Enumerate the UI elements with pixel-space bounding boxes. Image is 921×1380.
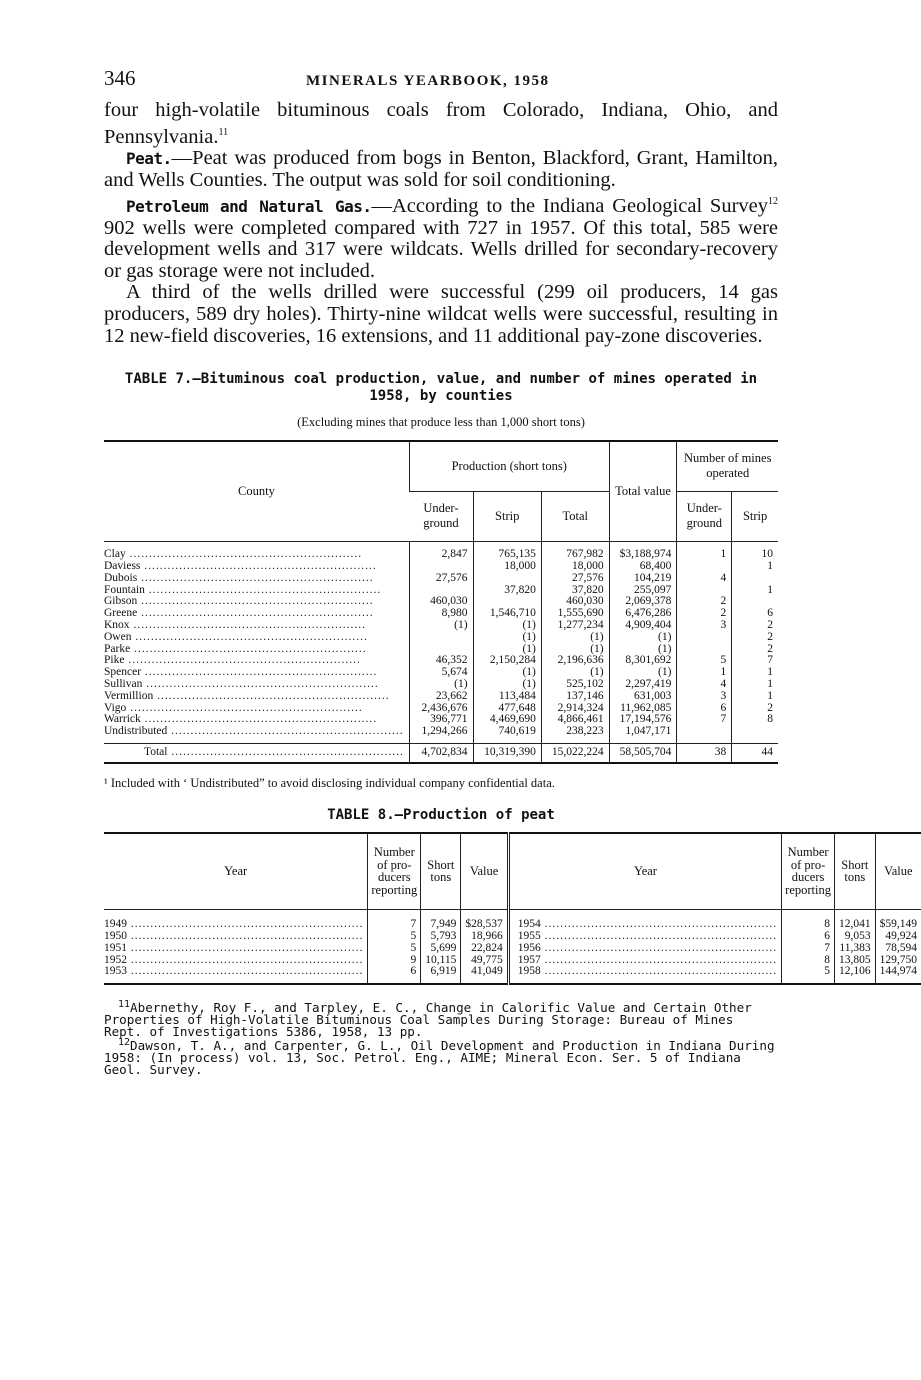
table-cell: 5: [677, 655, 732, 667]
table7-body: [104, 541, 778, 744]
table-cell: (1): [473, 644, 541, 656]
table-cell: 2: [732, 644, 778, 656]
table-cell: 2: [677, 608, 732, 620]
year-cell: 1953 .....: [104, 966, 368, 978]
county-name: Greene .....: [104, 608, 409, 620]
table-cell: [732, 726, 778, 738]
year-cell: 1957 .....: [508, 955, 781, 967]
table8-caption: TABLE 8.—Production of peat: [327, 807, 555, 824]
table-cell: 18,000: [541, 561, 609, 573]
table-cell: 137,146: [541, 691, 609, 703]
col-value: Value: [875, 833, 921, 909]
table-cell: 4,909,404: [609, 620, 677, 632]
table-cell: 1,277,234: [541, 620, 609, 632]
page: [104, 66, 917, 1077]
table-cell: 765,135: [473, 549, 541, 561]
page-header: [104, 66, 778, 100]
table-cell: [677, 632, 732, 644]
col-underground: Under-ground: [409, 491, 473, 541]
table-cell: 2,436,676: [409, 703, 473, 715]
table-row-total: Total ..... 4,702,834 10,319,390 15,022,224 58,505,704 38 44: [104, 744, 778, 763]
county-name: Fountain .....: [104, 585, 409, 597]
col-mines: Number of mines operated: [677, 441, 778, 491]
table-cell: 238,223: [541, 726, 609, 738]
table-cell: 1,555,690: [541, 608, 609, 620]
year-cell: 1958 .....: [508, 966, 781, 978]
body-text: [104, 100, 778, 347]
table-cell: 1,047,171: [609, 726, 677, 738]
table7-caption: TABLE 7.—Bituminous coal production, value, and number of mines operated in 1958, by counties: [124, 371, 758, 405]
col-producers: Number of pro-ducers reporting: [782, 833, 835, 909]
table-cell: 2: [732, 703, 778, 715]
table-row: [104, 966, 921, 978]
table-cell: [473, 573, 541, 585]
county-name: Vermillion .....: [104, 691, 409, 703]
table-cell: [732, 573, 778, 585]
table-cell: 6: [732, 608, 778, 620]
table-cell: 525,102: [541, 679, 609, 691]
paragraph: four high-volatile bituminous coals from Colorado, Indiana, Ohio, and Pennsylvania.$^{11}$: [104, 99, 778, 148]
year-cell: 1950 .....: [104, 931, 368, 943]
year-cell: 1955 .....: [508, 931, 781, 943]
table-cell: (1): [541, 667, 609, 679]
table-cell: 9,053: [834, 931, 875, 943]
table-cell: 104,219: [609, 573, 677, 585]
table-cell: 6: [782, 931, 835, 943]
table-cell: 7: [368, 919, 421, 931]
county-name: Vigo .....: [104, 703, 409, 715]
table7: [104, 440, 778, 764]
table-cell: [409, 561, 473, 573]
table-cell: 767,982: [541, 549, 609, 561]
table-cell: (1): [609, 667, 677, 679]
table-cell: 4,469,690: [473, 714, 541, 726]
county-name: Dubois .....: [104, 573, 409, 585]
table-cell: 5: [782, 966, 835, 978]
table-cell: 41,049: [461, 966, 508, 978]
table-cell: 5,699: [421, 943, 461, 955]
table-cell: 49,775: [461, 955, 508, 967]
table-cell: 13,805: [834, 955, 875, 967]
table-row: [104, 726, 778, 738]
table-cell: 17,194,576: [609, 714, 677, 726]
table-cell: 7: [732, 655, 778, 667]
table-cell: 9: [368, 955, 421, 967]
table-cell: 8: [782, 919, 835, 931]
table-cell: 4,866,461: [541, 714, 609, 726]
table-cell: 3: [677, 620, 732, 632]
table-cell: 2,150,284: [473, 655, 541, 667]
year-cell: 1949 .....: [104, 919, 368, 931]
paragraph: Peat.—Peat was produced from bogs in Benton, Blackford, Grant, Hamilton, and Wells Counties. The output was sold for soil conditioning.: [104, 147, 778, 191]
table-cell: 11,383: [834, 943, 875, 955]
table-cell: 396,771: [409, 714, 473, 726]
col-mines-strip: Strip: [732, 491, 778, 541]
col-total-value: Total value: [609, 441, 677, 541]
table-cell: 49,924: [875, 931, 921, 943]
table-cell: 477,648: [473, 703, 541, 715]
table-cell: 68,400: [609, 561, 677, 573]
table-cell: 5,793: [421, 931, 461, 943]
table-cell: 6: [368, 966, 421, 978]
table-cell: $59,149: [875, 919, 921, 931]
year-cell: 1956 .....: [508, 943, 781, 955]
county-name: Clay .....: [104, 549, 409, 561]
table-cell: [677, 726, 732, 738]
table-cell: 37,820: [473, 585, 541, 597]
page-number: 346: [104, 66, 136, 90]
table-cell: (1): [473, 620, 541, 632]
year-cell: 1952 .....: [104, 955, 368, 967]
table-cell: 23,662: [409, 691, 473, 703]
footnotes: [104, 999, 778, 1075]
table-cell: 27,576: [541, 573, 609, 585]
table-cell: [677, 561, 732, 573]
table7-subtitle: (Excluding mines that produce less than 1,000 short tons): [297, 415, 585, 430]
table-cell: (1): [409, 620, 473, 632]
table-cell: 27,576: [409, 573, 473, 585]
table-cell: 460,030: [409, 596, 473, 608]
table-cell: 3: [677, 691, 732, 703]
table-cell: 7: [782, 943, 835, 955]
table-cell: 6: [677, 703, 732, 715]
table-cell: (1): [609, 632, 677, 644]
table8-body: [104, 909, 921, 984]
table-cell: 2: [732, 620, 778, 632]
county-name: Daviess .....: [104, 561, 409, 573]
table-cell: 1: [732, 667, 778, 679]
col-total: Total: [541, 491, 609, 541]
table-cell: 2: [677, 596, 732, 608]
table-cell: 8: [732, 714, 778, 726]
col-production: Production (short tons): [409, 441, 609, 491]
table-cell: 113,484: [473, 691, 541, 703]
table-cell: 1: [732, 691, 778, 703]
paragraph: A third of the wells drilled were successful (299 oil producers, 14 gas producers, 589 dry holes). Thirty-nine wildcat wells were successful, resulting in 12 new-field discoveries, 16 extensions, and 11 additional pay-zone discoveries.: [104, 281, 778, 347]
table-cell: 8,980: [409, 608, 473, 620]
county-name: Owen .....: [104, 632, 409, 644]
table-cell: 2,914,324: [541, 703, 609, 715]
col-strip: Strip: [473, 491, 541, 541]
table-cell: 460,030: [541, 596, 609, 608]
year-cell: 1951 .....: [104, 943, 368, 955]
table-cell: (1): [473, 679, 541, 691]
table-cell: 1: [732, 561, 778, 573]
footnote-11: $^{11}$Abernethy, Roy F., and Tarpley, E. C., Change in Calorific Value and Certain Other Properties of High-Volatile Bituminous Coal Samples During Storage: Bureau of Mines Rept. of Investigations 5386, 1958, 13 pp.: [104, 999, 752, 1039]
table-cell: 78,594: [875, 943, 921, 955]
county-name: Pike .....: [104, 655, 409, 667]
table7-footnote: ¹ Included with ‘ Undistributed” to avoid disclosing individual company confidential data.: [104, 776, 555, 791]
table-cell: 740,619: [473, 726, 541, 738]
table-cell: 10: [732, 549, 778, 561]
paragraph: Petroleum and Natural Gas.—According to the Indiana Geological Survey$^{12}$ 902 wells were completed compared with 727 in 1957. Of this total, 585 were development wells and 317 were wildcats. Wells drilled for secondary-recovery or gas storage were not included.: [104, 195, 779, 282]
table-cell: 46,352: [409, 655, 473, 667]
table-cell: 1: [677, 549, 732, 561]
table-cell: 255,097: [609, 585, 677, 597]
table-cell: 5,674: [409, 667, 473, 679]
table-cell: 4: [677, 573, 732, 585]
table-cell: 10,115: [421, 955, 461, 967]
county-name: Undistributed .....: [104, 726, 409, 738]
table-cell: 7,949: [421, 919, 461, 931]
col-county: County: [104, 441, 409, 541]
col-year: Year: [508, 833, 781, 909]
table-cell: 2,196,636: [541, 655, 609, 667]
col-year: Year: [104, 833, 368, 909]
col-value: Value: [461, 833, 508, 909]
table-cell: (1): [609, 644, 677, 656]
table-cell: 2: [732, 632, 778, 644]
table-cell: 6,476,286: [609, 608, 677, 620]
table-cell: (1): [409, 679, 473, 691]
col-producers: Number of pro-ducers reporting: [368, 833, 421, 909]
county-name: Parke .....: [104, 644, 409, 656]
table-cell: [409, 632, 473, 644]
table-cell: 129,750: [875, 955, 921, 967]
col-short-tons: Short tons: [421, 833, 461, 909]
table-cell: $3,188,974: [609, 549, 677, 561]
table8: [104, 832, 921, 985]
col-short-tons: Short tons: [834, 833, 875, 909]
table-cell: 144,974: [875, 966, 921, 978]
county-name: Spencer .....: [104, 667, 409, 679]
table-cell: 18,000: [473, 561, 541, 573]
col-mines-underground: Under-ground: [677, 491, 732, 541]
table-cell: 631,003: [609, 691, 677, 703]
table-cell: 12,106: [834, 966, 875, 978]
table-cell: 12,041: [834, 919, 875, 931]
table-cell: (1): [541, 644, 609, 656]
table-cell: (1): [541, 632, 609, 644]
table-cell: 8,301,692: [609, 655, 677, 667]
table-cell: 5: [368, 943, 421, 955]
running-title: MINERALS YEARBOOK, 1958: [306, 73, 550, 89]
table-cell: 37,820: [541, 585, 609, 597]
table-cell: 8: [782, 955, 835, 967]
county-name: Gibson .....: [104, 596, 409, 608]
county-name: Warrick .....: [104, 714, 409, 726]
year-cell: 1954 .....: [508, 919, 781, 931]
county-name: Sullivan .....: [104, 679, 409, 691]
table-cell: 6,919: [421, 966, 461, 978]
table-cell: 2,847: [409, 549, 473, 561]
table-cell: 11,962,085: [609, 703, 677, 715]
table-cell: 22,824: [461, 943, 508, 955]
table-cell: 2,069,378: [609, 596, 677, 608]
table-cell: 1,294,266: [409, 726, 473, 738]
table-cell: 1: [732, 679, 778, 691]
table-cell: (1): [473, 632, 541, 644]
table-cell: 1,546,710: [473, 608, 541, 620]
footnote-12: $^{12}$Dawson, T. A., and Carpenter, G. L., Oil Development and Production in Indiana During 1958: (In process) vol. 13, Soc. Petrol. Eng., AIME; Mineral Econ. Ser. 5 of Indiana Geol. Survey.: [104, 1037, 775, 1077]
county-name: Knox .....: [104, 620, 409, 632]
table-cell: 2,297,419: [609, 679, 677, 691]
table-cell: 1: [677, 667, 732, 679]
table-cell: 7: [677, 714, 732, 726]
table-cell: $28,537: [461, 919, 508, 931]
table-cell: 1: [732, 585, 778, 597]
table-cell: 4: [677, 679, 732, 691]
table-cell: 5: [368, 931, 421, 943]
table-cell: (1): [473, 667, 541, 679]
table-cell: 18,966: [461, 931, 508, 943]
